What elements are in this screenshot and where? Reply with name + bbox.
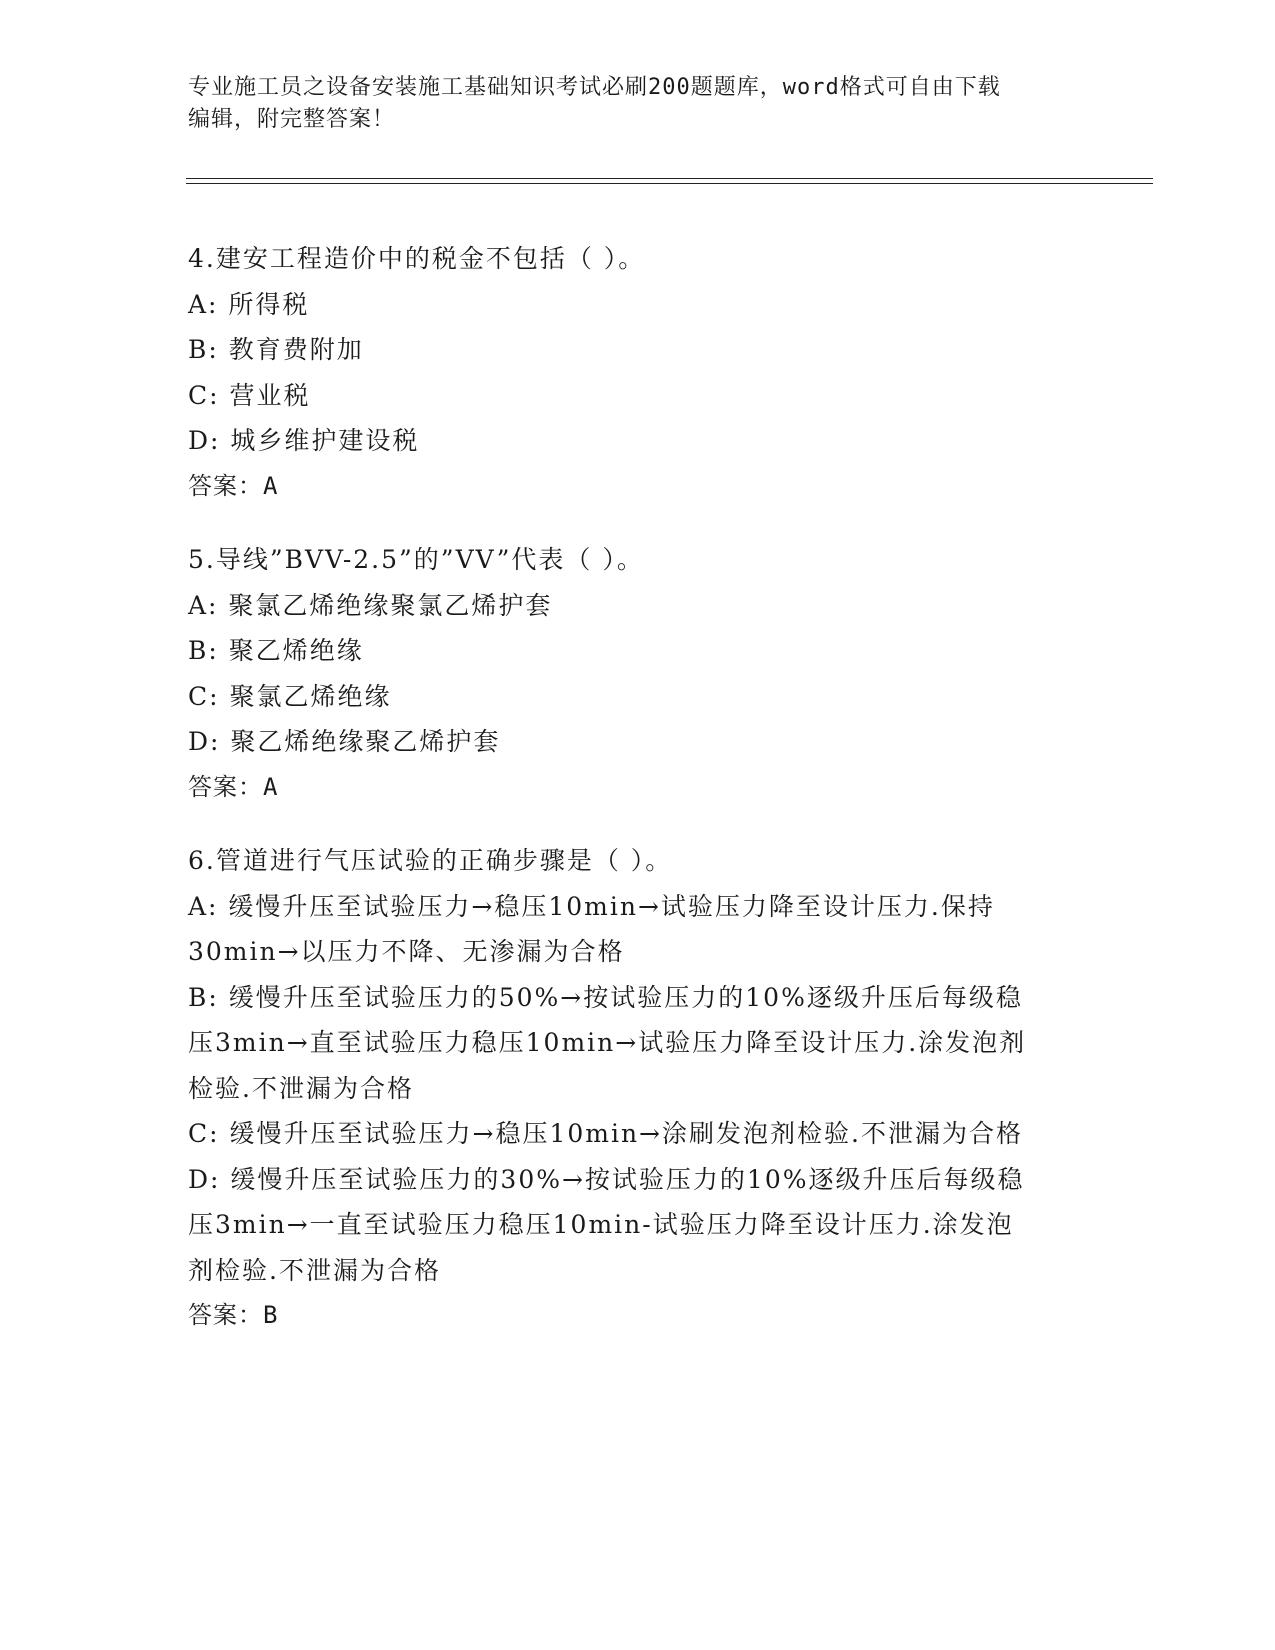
option-b-line-3: 检验.不泄漏为合格	[188, 1073, 414, 1103]
question-stem: 4.建安工程造价中的税金不包括（ ）。	[188, 244, 646, 273]
question-stem: 5.导线”BVV-2.5”的”VV”代表（ ）。	[188, 545, 644, 574]
answer-label: 答案：A	[188, 471, 279, 500]
header-title-line-2: 编辑，附完整答案！	[188, 107, 396, 132]
option-a: A: 所得税	[188, 289, 310, 319]
question-6	[188, 838, 1088, 1339]
question-list	[188, 236, 1088, 1367]
header-title-line-1: 专业施工员之设备安装施工基础知识考试必刷200题题库，word格式可自由下载	[188, 75, 1001, 100]
option-d: D: 城乡维护建设税	[188, 426, 420, 455]
option-a-line-1: A: 缓慢升压至试验压力→稳压10min→试验压力降至设计压力.保持	[188, 891, 995, 921]
header-divider-top	[186, 178, 1153, 179]
option-c: C: 营业税	[188, 380, 311, 410]
question-5	[188, 537, 1088, 810]
document-header	[188, 72, 1088, 136]
option-b-line-1: B: 缓慢升压至试验压力的50%→按试验压力的10%逐级升压后每级稳	[188, 982, 1023, 1012]
option-a: A: 聚氯乙烯绝缘聚氯乙烯护套	[188, 590, 553, 620]
header-divider-bottom	[186, 183, 1153, 184]
option-a-line-2: 30min→以压力不降、无渗漏为合格	[188, 937, 625, 966]
question-4	[188, 236, 1088, 509]
option-b: B: 教育费附加	[188, 335, 364, 364]
option-d-line-1: D: 缓慢升压至试验压力的30%→按试验压力的10%逐级升压后每级稳	[188, 1164, 1025, 1194]
question-stem: 6.管道进行气压试验的正确步骤是（ ）。	[188, 846, 673, 875]
answer-label: 答案：B	[188, 1301, 279, 1329]
option-c: C: 聚氯乙烯绝缘	[188, 681, 392, 711]
option-b: B: 聚乙烯绝缘	[188, 636, 364, 665]
option-c-line-1: C: 缓慢升压至试验压力→稳压10min→涂刷发泡剂检验.不泄漏为合格	[188, 1119, 1023, 1148]
option-d-line-3: 剂检验.不泄漏为合格	[188, 1255, 441, 1285]
option-d: D: 聚乙烯绝缘聚乙烯护套	[188, 727, 501, 756]
answer-label: 答案：A	[188, 772, 279, 801]
option-d-line-2: 压3min→一直至试验压力稳压10min-试验压力降至设计压力.涂发泡	[188, 1210, 1014, 1239]
option-b-line-2: 压3min→直至试验压力稳压10min→试验压力降至设计压力.涂发泡剂	[188, 1028, 1027, 1057]
